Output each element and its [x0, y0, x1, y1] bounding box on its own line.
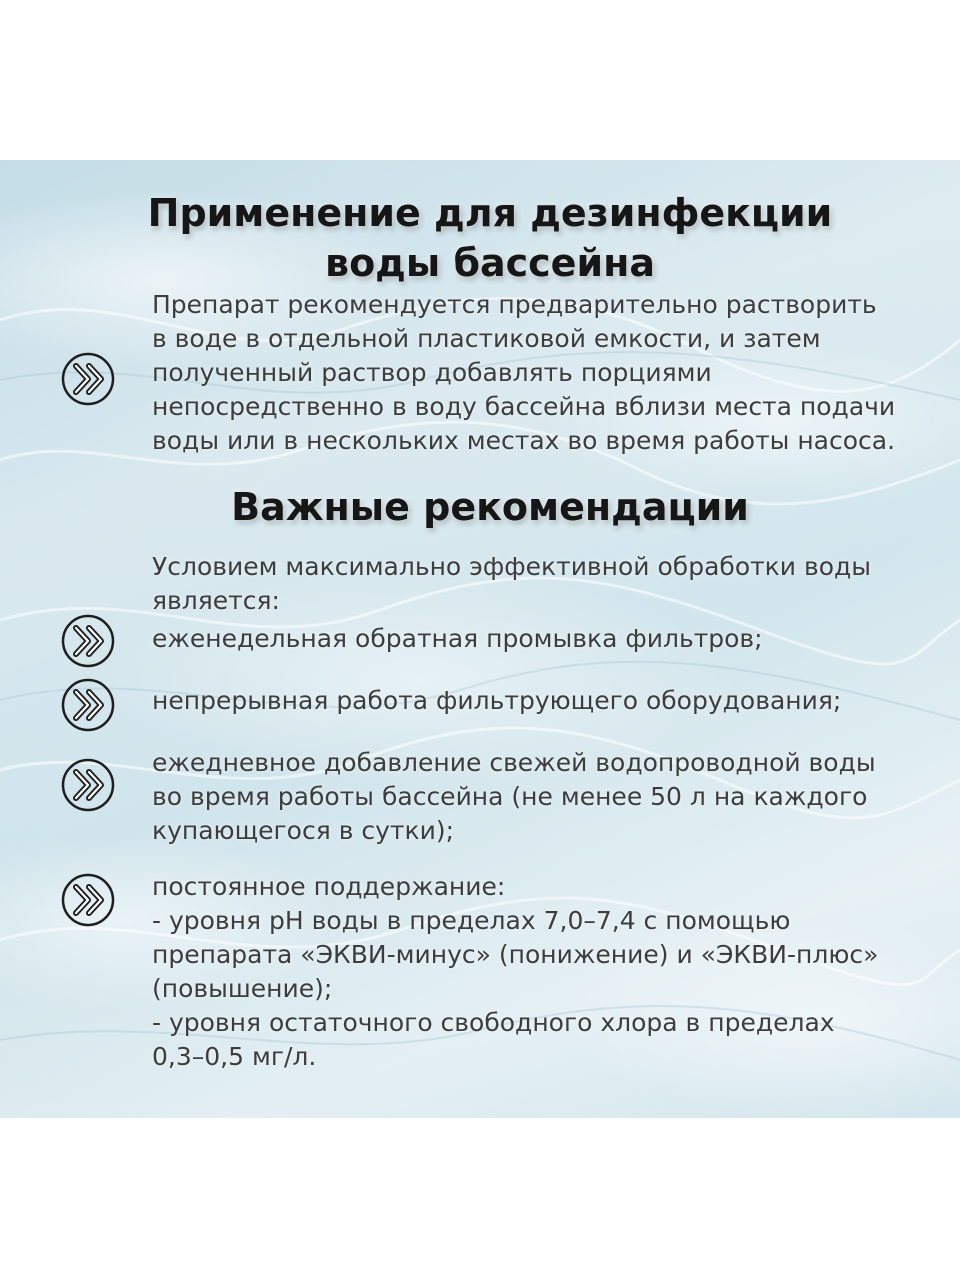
- recommendations-intro: Условием максимально эффективной обработки воды является:: [152, 552, 872, 615]
- double-chevron-right-icon: [60, 613, 116, 669]
- double-chevron-right-icon: [60, 872, 116, 928]
- recommendation-item: ежедневное добавление свежей водопроводной воды во время работы бассейна (не менее 50 л на каждого купающегося в сутки);: [152, 748, 876, 845]
- double-chevron-right-icon: [60, 757, 116, 813]
- content: [0, 160, 960, 1118]
- double-chevron-right-icon: [60, 351, 116, 407]
- water-background-banner: [0, 160, 960, 1118]
- section-title-line-2: воды бассейна: [325, 241, 655, 285]
- recommendation-item: постоянное поддержание: - уровня pH воды в пределах 7,0–7,4 с помощью препарата «ЭКВИ-минус» (понижение) и «ЭКВИ-плюс» (повышение); - уровня остаточного свободного хлора в пределах 0,3–0,5 мг/л.: [152, 872, 879, 1071]
- section-title-disinfection: [60, 188, 920, 288]
- section-title-recommendations: Важные рекомендации: [231, 485, 749, 529]
- double-chevron-right-icon: [60, 677, 116, 733]
- recommendation-item: еженедельная обратная промывка фильтров;: [152, 624, 763, 653]
- disinfection-instructions: Препарат рекомендуется предварительно растворить в воде в отдельной пластиковой емкости, и затем полученный раствор добавлять порциями непосредственно в воду бассейна вблизи места подачи воды или в нескольких местах во время работы насоса.: [152, 290, 896, 455]
- recommendation-item: непрерывная работа фильтрующего оборудования;: [152, 686, 842, 715]
- section-title-line-1: Применение для дезинфекции: [147, 191, 833, 235]
